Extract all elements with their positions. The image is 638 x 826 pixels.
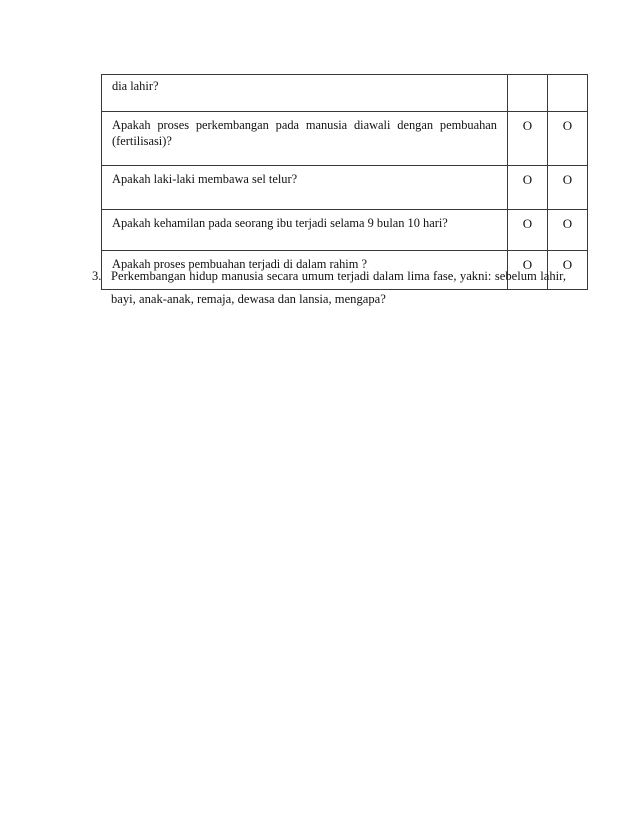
question-item-3 [92, 265, 566, 311]
option-circle-1[interactable]: O [508, 166, 548, 210]
table-row [102, 166, 588, 210]
question-text: Apakah laki-laki membawa sel telur? [102, 166, 508, 210]
option-circle-2[interactable]: O [548, 210, 588, 251]
option-circle-2[interactable]: O [548, 166, 588, 210]
question-text: Apakah proses perkembangan pada manusia diawali dengan pembuahan (fertilisasi)? [102, 112, 508, 166]
question-table [101, 74, 588, 290]
option-circle-1[interactable]: O [508, 251, 548, 290]
question-text: Apakah kehamilan pada seorang ibu terjadi selama 9 bulan 10 hari? [102, 210, 508, 251]
table-row [102, 75, 588, 112]
option-circle-2[interactable]: O [548, 251, 588, 290]
table-row [102, 210, 588, 251]
option-circle-2[interactable] [548, 75, 588, 112]
option-circle-1[interactable] [508, 75, 548, 112]
item-text: Perkembangan hidup manusia secara umum terjadi dalam lima fase, yakni: sebelum lahir, bayi, anak-anak, remaja, dewasa dan lansia, mengapa? [111, 269, 566, 306]
option-circle-2[interactable]: O [548, 112, 588, 166]
item-number: 3. [92, 269, 102, 283]
option-circle-1[interactable]: O [508, 112, 548, 166]
question-text: Apakah proses pembuahan terjadi di dalam rahim ? [102, 251, 508, 290]
option-circle-1[interactable]: O [508, 210, 548, 251]
question-text: dia lahir? [102, 75, 508, 112]
table-row [102, 112, 588, 166]
